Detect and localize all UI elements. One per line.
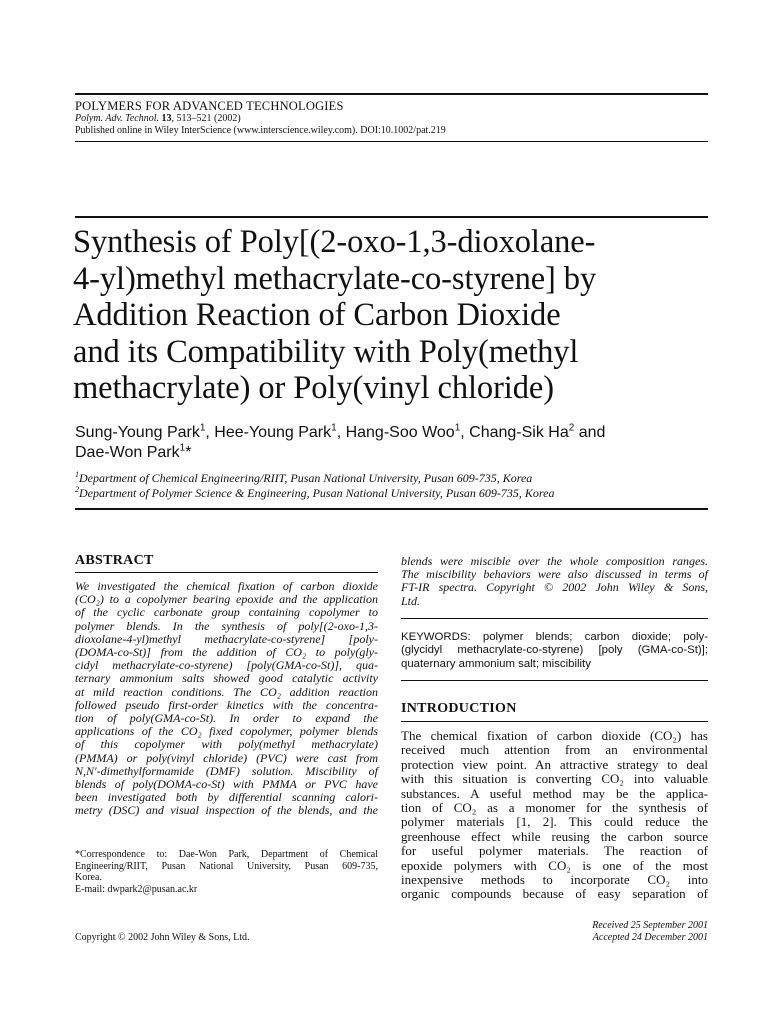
abstract-line: polymer blends. In the synthesis of poly[(2-oxo-1,3-: [75, 618, 378, 633]
intro-line: epoxide polymers with CO₂ is one of the most: [401, 857, 708, 873]
title-rule-top: [75, 216, 708, 218]
author-name: Chang-Sik Ha: [469, 424, 569, 441]
author-separator: and: [574, 424, 606, 441]
abstract-line: FT-IR spectra. Copyright © 2002 John Wiley & Sons,: [401, 580, 708, 595]
abstract-line: of this copolymer with poly(methyl methacrylate): [75, 737, 378, 752]
abstract-line: The miscibility behaviors were also discussed in terms of: [401, 567, 708, 582]
abstract-line: blends were miscible over the whole composition ranges.: [401, 554, 708, 568]
received-date: Received 25 September 2001: [592, 920, 708, 931]
intro-line: received much attention from an environmental: [401, 742, 708, 758]
keywords: [401, 631, 708, 671]
author-separator: ,: [205, 424, 215, 441]
abstract-line: metry (DSC) and visual inspection of the blends, and the: [75, 803, 378, 818]
intro-line: tion of CO₂ as a monomer for the synthesis of: [401, 800, 708, 816]
abstract-line: N,N′-dimethylformamide (DMF) solution. Miscibility of: [75, 763, 378, 778]
journal-volume: 13: [161, 113, 172, 124]
introduction-heading: INTRODUCTION: [401, 701, 517, 716]
abstract-section: [75, 553, 378, 569]
intro-line: polymer materials [1, 2]. This could reduce the: [401, 814, 708, 830]
author-affiliation-mark: 2: [568, 422, 575, 434]
journal-citation: [75, 113, 708, 125]
correspondence-line: *Correspondence to: Dae-Won Park, Department of Chemical: [75, 849, 378, 860]
abstract-line: tion of poly(GMA-co-St). In order to expand the: [75, 711, 378, 726]
journal-pages: , 513–521 (2002): [171, 113, 241, 124]
author-separator: ,: [336, 424, 346, 441]
intro-line: The chemical fixation of carbon dioxide (CO₂) has: [401, 728, 708, 743]
journal-abbrev: Polym. Adv. Technol.: [75, 113, 159, 124]
intro-line: organic compounds because of easy separation of: [401, 886, 708, 902]
introduction-section: [401, 701, 708, 717]
affiliation-text: Department of Chemical Engineering/RIIT, Pusan National University, Pusan 609-735, Korea: [79, 471, 533, 485]
title-line: Synthesis of Poly[(2-oxo-1,3-dioxolane-: [73, 224, 596, 260]
title-line: and its Compatibility with Poly(methyl: [73, 333, 579, 370]
correspondence-line: Engineering/RIIT, Pusan National University, Pusan 609-735,: [75, 860, 378, 872]
affiliation-1: [75, 471, 708, 486]
intro-line: with this situation is converting CO₂ into valuable: [401, 771, 708, 787]
intro-line: inexpensive methods to incorporate CO₂ into: [401, 872, 708, 888]
header-rule-top: [75, 93, 708, 95]
journal-name: POLYMERS FOR ADVANCED TECHNOLOGIES: [75, 99, 344, 113]
introduction-rule: [401, 721, 708, 722]
abstract-line: (PMMA) or poly(vinyl chloride) (PVC) were cast from: [75, 750, 378, 765]
title-rule-bottom: [75, 508, 708, 510]
abstract-line: We investigated the chemical fixation of carbon dioxide: [75, 579, 378, 593]
keywords-line: quaternary ammonium salt; miscibility: [401, 657, 591, 670]
abstract-line: cidyl methacrylate-co-styrene) [poly(GMA-co-St)], qua-: [75, 658, 378, 673]
header-rule-bottom: [75, 141, 708, 142]
abstract-line: (DOMA-co-St)] from the addition of CO₂ to poly(gly-: [75, 645, 378, 660]
keywords-rule-bottom: [401, 680, 708, 681]
abstract-continued: [401, 555, 708, 608]
intro-line: for useful polymer materials. The reaction of: [401, 843, 708, 859]
author-name: Hang-Soo Woo: [345, 424, 455, 441]
affiliation-text: Department of Polymer Science & Engineering, Pusan National University, Pusan 609-735, Korea: [79, 486, 555, 500]
copyright-notice: Copyright © 2002 John Wiley & Sons, Ltd.: [75, 932, 250, 943]
author-list: [75, 423, 708, 463]
affiliation-number: 1: [75, 470, 79, 479]
author-affiliation-mark: 1: [331, 422, 337, 434]
abstract-line: at mild reaction conditions. The CO₂ addition reaction: [75, 684, 378, 699]
author-corresponding-mark: *: [185, 444, 192, 461]
abstract-line: been investigated both by differential scanning calori-: [75, 790, 378, 805]
author-name: Sung-Young Park: [75, 424, 200, 441]
abstract-line: blends of poly(DOMA-co-St) with PMMA or PVC have: [75, 777, 378, 792]
title-line: 4-yl)methyl methacrylate-co-styrene] by: [73, 260, 597, 297]
abstract-line: Ltd.: [401, 593, 421, 608]
author-name: Dae-Won Park: [75, 444, 180, 461]
article-title: [73, 224, 713, 407]
title-line: methacrylate) or Poly(vinyl chloride): [73, 370, 554, 407]
author-affiliation-mark: 1: [454, 422, 461, 434]
author-affiliation-mark: 1: [199, 422, 206, 434]
abstract-heading: ABSTRACT: [75, 553, 154, 568]
correspondence-line: Korea.: [75, 872, 102, 884]
abstract-rule: [75, 572, 378, 573]
affiliation-number: 2: [75, 485, 79, 494]
journal-header: [75, 99, 708, 137]
abstract-line: dioxolane-4-yl)methyl methacrylate-co-styrene] [poly-: [75, 631, 378, 646]
accepted-date: Accepted 24 December 2001: [592, 932, 708, 943]
keywords-line: (glycidyl methacrylate-co-styrene) [poly (GMA-co-St)];: [401, 644, 708, 657]
abstract-line: of the cyclic carbonate group containing copolymer to: [75, 605, 378, 620]
intro-line: protection view point. An attractive strategy to deal: [401, 756, 708, 772]
affiliations: [75, 471, 708, 501]
abstract-body: [75, 580, 378, 818]
abstract-line: ternary ammonium salts showed good catalytic activity: [75, 671, 378, 686]
keywords-line: KEYWORDS: polymer blends; carbon dioxide; poly-: [401, 631, 708, 643]
keywords-rule-top: [401, 618, 708, 619]
affiliation-2: [75, 486, 708, 501]
title-line: Addition Reaction of Carbon Dioxide: [73, 297, 561, 334]
correspondence-email: E-mail: dwpark2@pusan.ac.kr: [75, 884, 198, 896]
intro-line: substances. A useful method may be the applica-: [401, 785, 708, 801]
abstract-line: applications of the CO₂ fixed copolymer, polymer blends: [75, 724, 378, 739]
abstract-line: (CO₂) to a copolymer bearing epoxide and the application: [75, 592, 378, 607]
published-online: Published online in Wiley InterScience (www.interscience.wiley.com). DOI:10.1002/pat.219: [75, 125, 446, 136]
abstract-line: followed pseudo first-order kinetics with the concentra-: [75, 697, 378, 712]
received-dates: [520, 920, 708, 944]
correspondence-footnote: [75, 849, 378, 896]
intro-line: greenhouse effect while reusing the carbon source: [401, 828, 708, 844]
author-name: Hee-Young Park: [214, 424, 332, 441]
author-separator: ,: [460, 424, 470, 441]
introduction-body: [401, 729, 708, 902]
author-affiliation-mark: 1: [179, 442, 186, 454]
